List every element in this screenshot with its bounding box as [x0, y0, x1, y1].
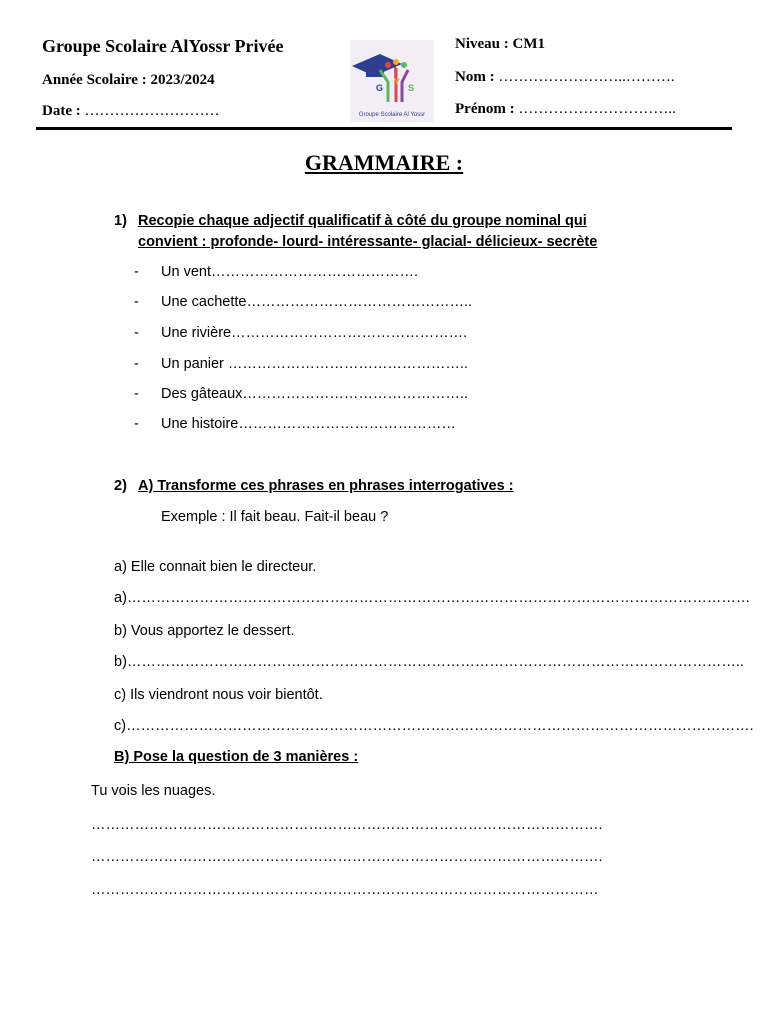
part-b-answer-line-3[interactable]: …………………………………………………………………………………………… — [91, 882, 599, 898]
part-b-answer-line-1[interactable]: ……………………………………………………………………………………………. — [91, 817, 603, 833]
school-year: Année Scolaire : 2023/2024 — [42, 72, 215, 88]
list-item-bullet: - — [134, 294, 139, 310]
list-item-bullet: - — [134, 416, 139, 432]
answer-line-c[interactable]: c)…………………………………………………………………………………………………………………. — [114, 718, 754, 734]
school-logo — [350, 40, 434, 122]
list-item-bullet: - — [134, 325, 139, 341]
exercise-2-example: Exemple : Il fait beau. Fait-il beau ? — [161, 509, 389, 525]
logo-caption: Groupe Scolaire Al Yossr — [358, 112, 426, 118]
answer-line-gateaux[interactable]: Des gâteaux……………………………………….. — [161, 386, 468, 402]
sentence-c: c) Ils viendront nous voir bientôt. — [114, 687, 323, 703]
sentence-a: a) Elle connait bien le directeur. — [114, 559, 317, 575]
list-item-bullet: - — [134, 264, 139, 280]
part-b-sentence: Tu vois les nuages. — [91, 783, 216, 799]
answer-line-a[interactable]: a)………………………………………………………………………………………………………………… — [114, 590, 751, 606]
date-dots: ……………………… — [84, 103, 220, 119]
sentence-b: b) Vous apportez le dessert. — [114, 623, 295, 639]
prenom-dots: ………………………….. — [518, 101, 676, 117]
answer-line-panier[interactable]: Un panier ………………………………………….. — [161, 356, 468, 372]
graduation-cap-logo-icon — [350, 40, 434, 122]
level-label: Niveau : CM1 — [455, 36, 545, 52]
logo-letter-s: S — [408, 83, 415, 93]
logo-letter-y: Y — [394, 77, 401, 87]
nom-dots: ……………………..………. — [498, 69, 675, 85]
answer-line-vent[interactable]: Un vent……………………………………. — [161, 264, 418, 280]
logo-letter-g: G — [376, 83, 384, 93]
nom-field[interactable] — [455, 69, 675, 86]
header-divider — [36, 127, 732, 130]
school-name: Groupe Scolaire AlYossr Privée — [42, 36, 284, 56]
date-field[interactable] — [42, 103, 219, 120]
exercise-2-part-a-title: A) Transforme ces phrases en phrases interrogatives : — [138, 478, 514, 494]
exercise-1-number: 1) — [114, 213, 127, 229]
page-title: GRAMMAIRE : — [304, 150, 464, 175]
nom-label: Nom : — [455, 69, 495, 85]
list-item-bullet: - — [134, 386, 139, 402]
part-b-answer-line-2[interactable]: ……………………………………………………………………………………………. — [91, 849, 603, 865]
prenom-field[interactable] — [455, 101, 676, 118]
answer-line-b[interactable]: b)……………………………………………………………………………………………………………….. — [114, 654, 744, 670]
exercise-2-part-b-title: B) Pose la question de 3 manières : — [114, 749, 359, 765]
exercise-1-instruction-line2: convient : profonde- lourd- intéressante- glacial- délicieux- secrète — [138, 234, 598, 250]
answer-line-cachette[interactable]: Une cachette……………………………………….. — [161, 294, 472, 310]
prenom-label: Prénom : — [455, 101, 515, 117]
answer-line-histoire[interactable]: Une histoire……………………………………… — [161, 416, 456, 432]
exercise-2-number: 2) — [114, 478, 127, 494]
answer-line-riviere[interactable]: Une rivière…………………………………………. — [161, 325, 468, 341]
exercise-1-instruction-line1: Recopie chaque adjectif qualificatif à côté du groupe nominal qui — [138, 213, 587, 229]
list-item-bullet: - — [134, 356, 139, 372]
date-label: Date : — [42, 103, 81, 119]
